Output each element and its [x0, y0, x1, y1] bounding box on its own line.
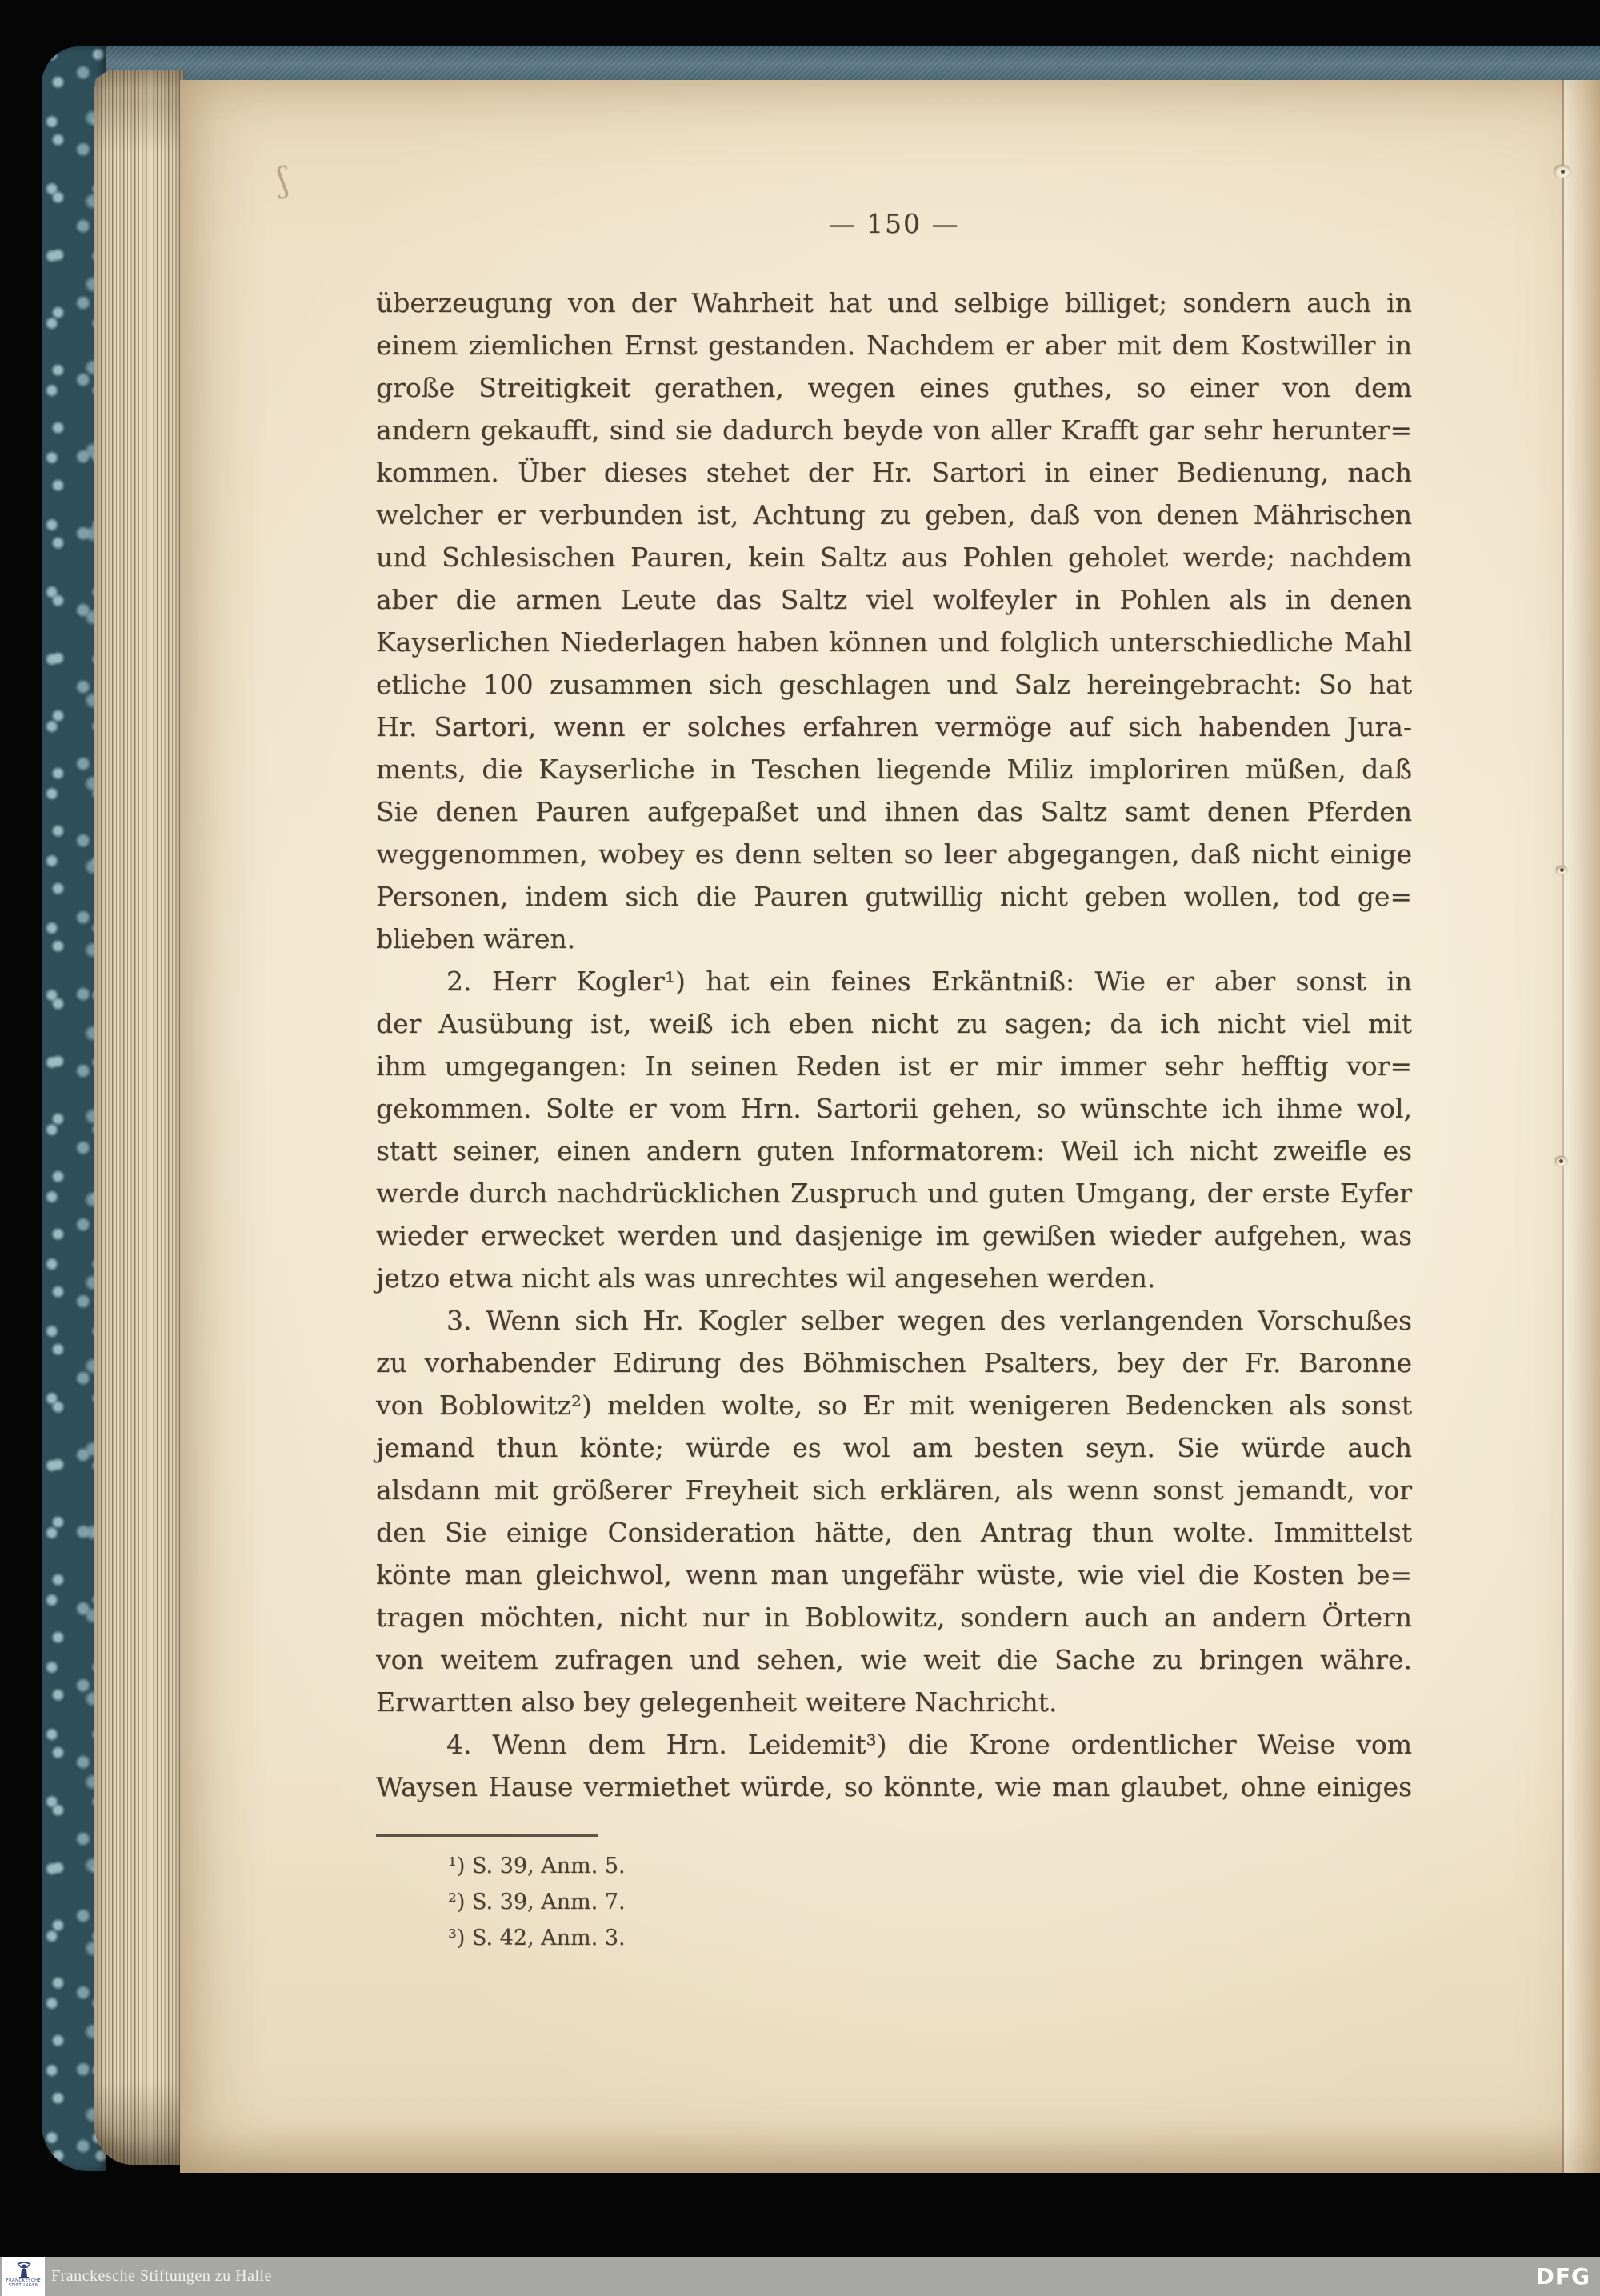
franckesche-logo — [2, 2257, 45, 2296]
text-line: Kayserlichen Niederlagen haben können und folglich unterschiedliche Mahl — [376, 626, 1412, 658]
footnote-line: ²) S. 39, Anm. 7. — [448, 1890, 626, 1914]
text-line: Personen, indem sich die Pauren gutwillig nicht geben wollen, tod ge= — [376, 881, 1412, 912]
book-cover-top-edge — [42, 46, 1600, 85]
text-line: andern gekaufft, sind sie dadurch beyde von aller Krafft gar sehr herunter= — [376, 414, 1412, 446]
dfg-logo: DFG — [1535, 2263, 1590, 2290]
text-line: jetzo etwa nicht als was unrechtes wil angesehen werden. — [376, 1262, 1156, 1294]
page-number: — 150 — — [828, 208, 960, 239]
text-line: alsdann mit größerer Freyheit sich erklären, als wenn sonst jemandt, vor — [376, 1474, 1412, 1506]
logo-text-line2: STIFTUNGEN — [8, 2283, 39, 2288]
text-line: weggenommen, wobey es denn selten so leer abgegangen, daß nicht einige — [376, 838, 1412, 870]
text-line: den Sie einige Consideration hätte, den Antrag thun wolte. Immittelst — [376, 1517, 1412, 1548]
text-line: könte man gleichwol, wenn man ungefähr wüste, wie viel die Kosten be= — [376, 1559, 1412, 1590]
text-line: und Schlesischen Pauren, kein Saltz aus Pohlen geholet werde; nachdem — [376, 542, 1412, 573]
text-line: von weitem zufragen und sehen, wie weit die Sache zu bringen währe. — [376, 1644, 1412, 1675]
footnote-line: ³) S. 42, Anm. 3. — [448, 1926, 626, 1950]
text-line: tragen möchten, nicht nur in Boblowitz, sondern auch an andern Örtern — [376, 1602, 1412, 1633]
text-line: der Ausübung ist, weiß ich eben nicht zu sagen; da ich nicht viel mit — [376, 1008, 1412, 1039]
library-footer-bar — [0, 2257, 1600, 2296]
text-line: Waysen Hause vermiethet würde, so könnte, wie man glaubet, ohne einiges — [376, 1771, 1412, 1802]
text-line: Hr. Sartori, wenn er solches erfahren vermöge auf sich habenden Jura- — [376, 711, 1412, 742]
footnote-line: ¹) S. 39, Anm. 5. — [448, 1854, 626, 1878]
text-line: einem ziemlichen Ernst gestanden. Nachdem er aber mit dem Kostwiller in — [376, 330, 1412, 361]
franckesche-logo-icon — [15, 2259, 33, 2278]
text-line: blieben wären. — [376, 923, 576, 954]
adjacent-page-edge — [1564, 80, 1600, 2173]
binding-stitch — [1556, 866, 1567, 874]
text-line: Sie denen Pauren aufgepaßet und ihnen das Saltz samt denen Pferden — [376, 796, 1412, 827]
page-fore-edge-stack — [94, 70, 184, 2165]
text-line: gekommen. Solte er vom Hrn. Sartorii gehen, so wünschte ich ihme wol, — [376, 1093, 1412, 1124]
text-line: 3. Wenn sich Hr. Kogler selber wegen des verlangenden Vorschußes — [446, 1305, 1412, 1336]
text-line: 4. Wenn dem Hrn. Leidemit³) die Krone ordentlicher Weise vom — [446, 1729, 1412, 1760]
text-line: welcher er verbunden ist, Achtung zu geben, daß von denen Mährischen — [376, 499, 1412, 530]
logo-text-line1: FRANCKESCHE — [6, 2278, 42, 2283]
footnotes-block — [376, 1848, 1412, 1956]
text-line: 2. Herr Kogler¹) hat ein feines Erkäntniß: Wie er aber sonst in — [446, 966, 1412, 997]
text-line: wieder erwecket werden und dasjenige im gewißen wieder aufgehen, was — [376, 1220, 1412, 1251]
text-line: große Streitigkeit gerathen, wegen eines guthes, so einer von dem — [376, 372, 1412, 403]
binding-stitch — [1554, 165, 1570, 178]
text-line: überzeugung von der Wahrheit hat und selbige billiget; sondern auch in — [376, 287, 1412, 318]
text-line: zu vorhabender Edirung des Böhmischen Psalters, bey der Fr. Baronne — [376, 1347, 1412, 1378]
text-line: von Boblowitz²) melden wolte, so Er mit wenigeren Bedencken als sonst — [376, 1390, 1412, 1421]
page-text-block — [376, 282, 1412, 1808]
text-line: ihm umgegangen: In seinen Reden ist er mir immer sehr hefftig vor= — [376, 1050, 1412, 1082]
text-line: etliche 100 zusammen sich geschlagen und Salz hereingebracht: So hat — [376, 669, 1412, 700]
text-line: statt seiner, einen andern guten Informatorem: Weil ich nicht zweifle es — [376, 1135, 1412, 1166]
library-name: Franckesche Stiftungen zu Halle — [51, 2267, 272, 2285]
text-line: ments, die Kayserliche in Teschen liegende Miliz imploriren müßen, daß — [376, 754, 1412, 785]
text-line: jemand thun könte; würde es wol am besten seyn. Sie würde auch — [376, 1432, 1412, 1463]
text-line: kommen. Über dieses stehet der Hr. Sartori in einer Bedienung, nach — [376, 457, 1412, 488]
text-line: Erwartten also bey gelegenheit weitere Nachricht. — [376, 1686, 1058, 1718]
handwritten-margin-mark: ʃ — [274, 159, 292, 200]
binding-stitch — [1555, 1156, 1567, 1166]
footnote-rule — [376, 1834, 598, 1837]
text-line: werde durch nachdrücklichen Zuspruch und guten Umgang, der erste Eyfer — [376, 1178, 1412, 1209]
book-page — [180, 80, 1600, 2173]
text-line: aber die armen Leute das Saltz viel wolfeyler in Pohlen als in denen — [376, 584, 1412, 615]
